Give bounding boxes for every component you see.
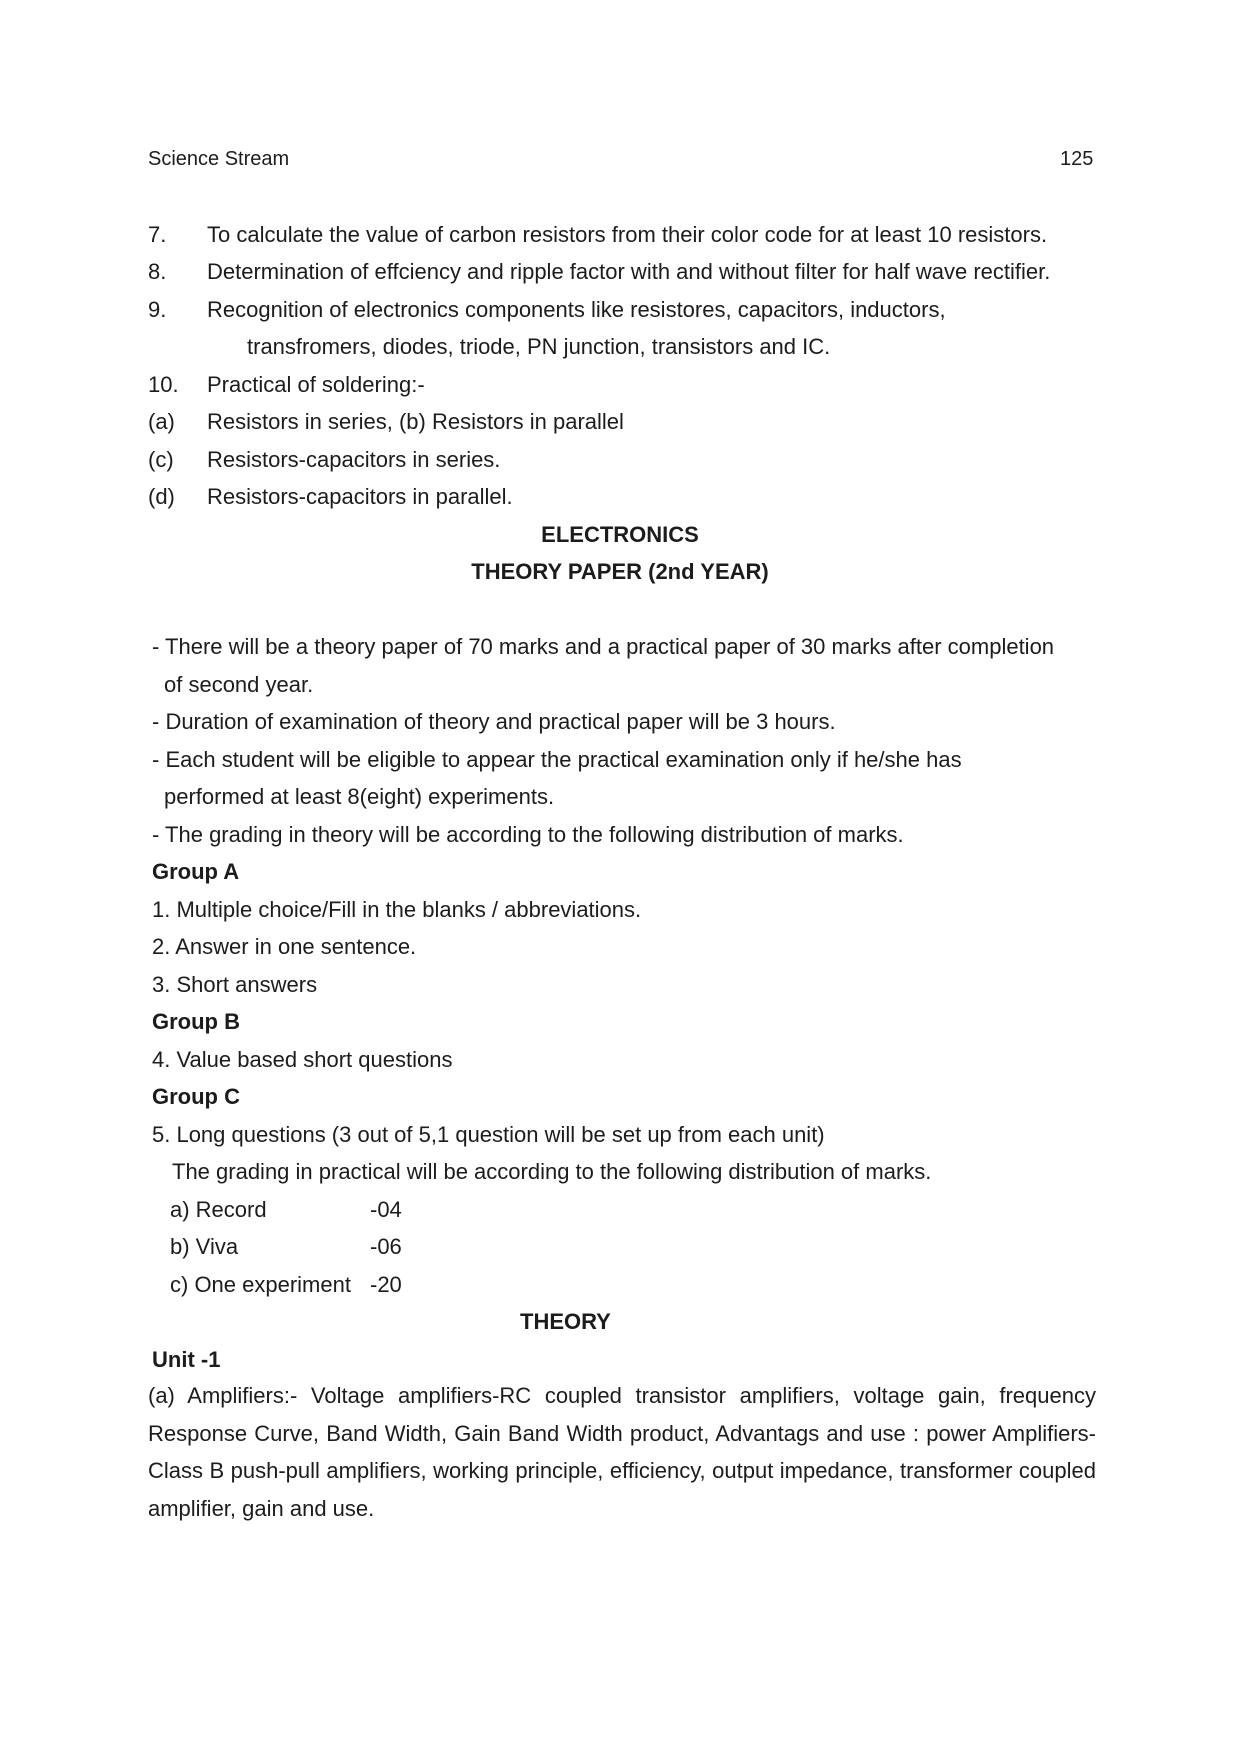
page-number: 125 bbox=[1060, 148, 1094, 170]
practical-item-marks: -06 bbox=[370, 1234, 402, 1259]
theory-heading: THEORY bbox=[520, 1309, 611, 1334]
list-item-number: 8. bbox=[148, 259, 167, 284]
practical-item-label: c) One experiment bbox=[170, 1272, 351, 1297]
list-item-text: Recognition of electronics components like resistores, capacitors, inductors, bbox=[207, 297, 946, 322]
list-item-number: (d) bbox=[148, 484, 175, 509]
list-item-text: Resistors-capacitors in series. bbox=[207, 447, 501, 472]
list-item-continuation: transfromers, diodes, triode, PN junction, transistors and IC. bbox=[247, 334, 831, 359]
practical-item-marks: -04 bbox=[370, 1197, 402, 1222]
unit-description: (a) Amplifiers:- Voltage amplifiers-RC coupled transistor amplifiers, voltage gain, frequency Response Curve, Band Width, Gain Band Width product, Advantags and use : power Amplifiers-Class B push-pull amplifiers, working principle, efficiency, output impedance, transformer coupled amplifier, gain and use. bbox=[148, 1383, 1096, 1521]
rule-item-continuation: performed at least 8(eight) experiments. bbox=[164, 784, 555, 809]
practical-item-marks: -20 bbox=[370, 1272, 402, 1297]
running-header-title: Science Stream bbox=[148, 148, 290, 170]
practical-item-label: a) Record bbox=[170, 1197, 267, 1222]
rule-item: - The grading in theory will be according to the following distribution of marks. bbox=[152, 822, 904, 847]
section-title: ELECTRONICS bbox=[541, 522, 699, 547]
list-item-number: (c) bbox=[148, 447, 174, 472]
group-item: 2. Answer in one sentence. bbox=[152, 934, 417, 959]
group-c-heading: Group C bbox=[152, 1084, 240, 1109]
group-item: 3. Short answers bbox=[152, 972, 318, 997]
list-item-number: (a) bbox=[148, 409, 175, 434]
list-item-text: Resistors-capacitors in parallel. bbox=[207, 484, 513, 509]
list-item-text: Resistors in series, (b) Resistors in parallel bbox=[207, 409, 624, 434]
list-item-number: 10. bbox=[148, 372, 179, 397]
practical-item-label: b) Viva bbox=[170, 1234, 239, 1259]
section-subtitle: THEORY PAPER (2nd YEAR) bbox=[471, 559, 769, 584]
group-item: 1. Multiple choice/Fill in the blanks / abbreviations. bbox=[152, 897, 642, 922]
group-item: 4. Value based short questions bbox=[152, 1047, 453, 1072]
rule-item: - There will be a theory paper of 70 marks and a practical paper of 30 marks after completion bbox=[152, 634, 1055, 659]
list-item-text: Practical of soldering:- bbox=[207, 372, 425, 397]
rule-item: - Each student will be eligible to appear the practical examination only if he/she has bbox=[152, 747, 962, 772]
list-item-text: To calculate the value of carbon resistors from their color code for at least 10 resistors. bbox=[207, 222, 1048, 247]
practical-intro: The grading in practical will be according to the following distribution of marks. bbox=[172, 1159, 932, 1184]
rule-item: - Duration of examination of theory and practical paper will be 3 hours. bbox=[152, 709, 836, 734]
unit-heading: Unit -1 bbox=[152, 1347, 221, 1372]
list-item-number: 9. bbox=[148, 297, 167, 322]
rule-item-continuation: of second year. bbox=[164, 672, 314, 697]
list-item-number: 7. bbox=[148, 222, 167, 247]
group-b-heading: Group B bbox=[152, 1009, 240, 1034]
group-a-heading: Group A bbox=[152, 859, 240, 884]
list-item-text: Determination of effciency and ripple factor with and without filter for half wave rectifier. bbox=[207, 259, 1051, 284]
group-item: 5. Long questions (3 out of 5,1 question will be set up from each unit) bbox=[152, 1122, 825, 1147]
